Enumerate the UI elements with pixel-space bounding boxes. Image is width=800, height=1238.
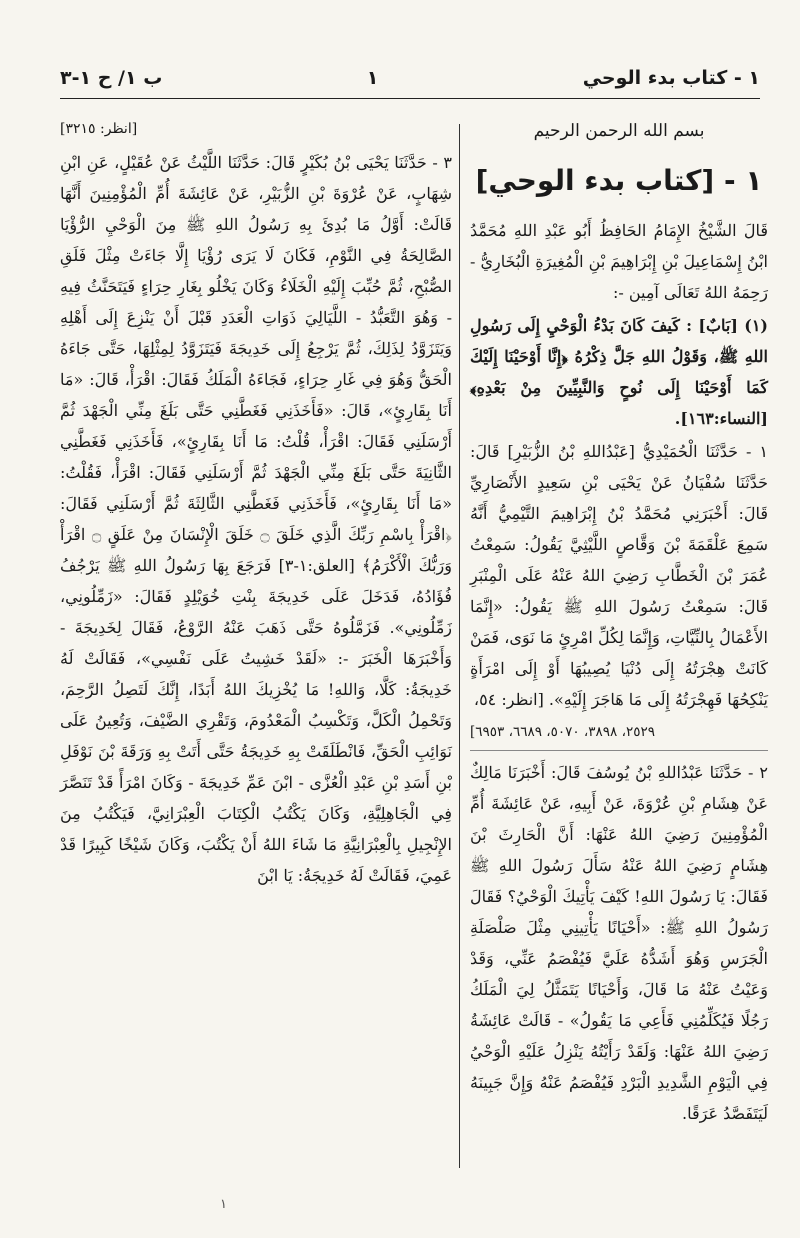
left-column <box>60 114 452 893</box>
footer-mark: ١ <box>220 1197 227 1212</box>
hadith-1: ١ - حَدَّثَنَا الْحُمَيْدِيُّ [عَبْدُاللهِ بْنُ الزُّبَيْرِ] قَالَ: حَدَّثَنَا سُفْيَانُ عَنْ يَحْيَى بْنِ سَعِيدٍ الأَنْصَارِيِّ قَالَ: أَخْبَرَنِي مُحَمَّدُ بْنُ إِبْرَاهِيمَ التَّيْمِيُّ أَنَّهُ سَمِعَ عَلْقَمَةَ بْنَ وَقَّاصٍ اللَّيْثِيَّ يَقُولُ: سَمِعْتُ عُمَرَ بْنَ الْخَطَّابِ رَضِيَ اللهُ عَنْهُ عَلَى الْمِنْبَرِ قَالَ: سَمِعْتُ رَسُولَ اللهِ ﷺ يَقُولُ: «إِنَّمَا الأَعْمَالُ بِالنِّيَّاتِ، وَإِنَّمَا لِكُلِّ امْرِئٍ مَا نَوَى، فَمَنْ كَانَتْ هِجْرَتُهُ إِلَى دُنْيَا يُصِيبُهَا أَوْ إِلَى امْرَأَةٍ يَنْكِحُهَا فَهِجْرَتُهُ إِلَى مَا هَاجَرَ إِلَيْهِ». [انظر: ٥٤، <box>470 442 768 709</box>
chapter-bab: (١) [بَابٌ] : كَيفَ كَانَ بَدْءُ الْوَحْيِ إِلَى رَسُولِ اللهِ ﷺ، وَقَوْلُ اللهِ جَلَّ ذِكْرُهُ ﴿إِنَّا أَوْحَيْنَا إِلَيْكَ كَمَا أَوْحَيْنَا إِلَى نُوحٍ وَالنَّبِيِّينَ مِنْ بَعْدِهِ﴾ [النساء:١٦٣]. <box>470 316 768 428</box>
book-title: ١ - [كتاب بدء الوحي] <box>475 164 763 197</box>
basmala: بسم الله الرحمن الرحيم <box>533 121 705 141</box>
running-header <box>60 60 760 96</box>
chapter-heading: ١ - كتاب بدء الوحي <box>582 67 760 89</box>
hadith-2: ٢ - حَدَّثَنَا عَبْدُاللهِ بْنُ يُوسُفَ قَالَ: أَخْبَرَنَا مَالِكٌ عَنْ هِشَامِ بْنِ عُرْوَةَ، عَنْ أَبِيهِ، عَنْ عَائِشَةَ أُمِّ الْمُؤْمِنِينَ رَضِيَ اللهُ عَنْهَا: أَنَّ الْحَارِثَ بْنَ هِشَامٍ رَضِيَ اللهُ عَنْهُ سَأَلَ رَسُولَ اللهِ ﷺ فَقَالَ: يَا رَسُولَ اللهِ! كَيْفَ يَأْتِيكَ الْوَحْيُ؟ فَقَالَ رَسُولُ اللهِ ﷺ: «أَحْيَانًا يَأْتِينِي مِثْلَ صَلْصَلَةِ الْجَرَسِ وَهُوَ أَشَدُّهُ عَلَيَّ فَيُفْصَمُ عَنِّي، وَقَدْ وَعَيْتُ عَنْهُ مَا قَالَ، وَأَحْيَانًا يَتَمَثَّلُ لِيَ الْمَلَكُ رَجُلًا فَيُكَلِّمُنِي فَأَعِي مَا يَقُولُ» - قَالَتْ عَائِشَةُ رَضِيَ اللهُ عَنْهَا: وَلَقَدْ رَأَيْتُهُ يَنْزِلُ عَلَيْهِ الْوَحْيُ فِي الْيَوْمِ الشَّدِيدِ الْبَرْدِ فَيُفْصَمُ عَنْهُ وَإِنَّ جَبِينَهُ لَيَتَفَصَّدُ عَرَقًا. <box>470 763 768 1123</box>
hadith-1-references: ٢٥٢٩، ٣٨٩٨، ٥٠٧٠، ٦٦٨٩، ٦٩٥٣] <box>470 717 768 751</box>
intro-paragraph: قَالَ الشَّيْخُ الإِمَامُ الحَافِظُ أَبُو عَبْدِ اللهِ مُحَمَّدُ ابْنُ إِسْمَاعِيلَ بْنِ إِبْرَاهِيمَ بْنِ الْمُغِيرَةِ الْبُخَارِيُّ - رَحِمَهُ اللهُ تَعَالَى آمِين -: <box>470 221 768 302</box>
volume-reference: ب ١/ ح ١-٣ <box>60 67 163 89</box>
column-divider <box>459 124 460 1168</box>
cross-reference: [انظر: ٣٢١٥] <box>60 121 138 137</box>
right-column <box>470 114 768 1131</box>
hadith-3: ٣ - حَدَّثَنَا يَحْيَى بْنُ بُكَيْرٍ قَالَ: حَدَّثَنَا اللَّيْثُ عَنْ عُقَيْلٍ، عَنِ ابْنِ شِهَابٍ، عَنْ عُرْوَةَ بْنِ الزُّبَيْرِ، عَنْ عَائِشَةَ أُمِّ الْمُؤْمِنِينَ أَنَّهَا قَالَتْ: أَوَّلُ مَا بُدِئَ بِهِ رَسُولُ اللهِ ﷺ مِنَ الْوَحْيِ الرُّؤْيَا الصَّالِحَةُ فِي النَّوْمِ، فَكَانَ لَا يَرَى رُؤْيَا إِلَّا جَاءَتْ مِثْلَ فَلَقِ الصُّبْحِ، ثُمَّ حُبِّبَ إِلَيْهِ الْخَلَاءُ وَكَانَ يَخْلُو بِغَارِ حِرَاءٍ فَيَتَحَنَّثُ فِيهِ - وَهُوَ التَّعَبُّدُ - اللَّيَالِيَ ذَوَاتِ الْعَدَدِ قَبْلَ أَنْ يَنْزِعَ إِلَى أَهْلِهِ وَيَتَزَوَّدُ لِذَلِكَ، ثُمَّ يَرْجِعُ إِلَى خَدِيجَةَ فَيَتَزَوَّدُ لِمِثْلِهَا، حَتَّى جَاءَهُ الْحَقُّ وَهُوَ فِي غَارِ حِرَاءٍ، فَجَاءَهُ الْمَلَكُ فَقَالَ: اقْرَأْ، قَالَ: «مَا أَنَا بِقَارِئٍ»، قَالَ: «فَأَخَذَنِي فَغَطَّنِي حَتَّى بَلَغَ مِنِّي الْجَهْدَ ثُمَّ أَرْسَلَنِي فَقَالَ: اقْرَأْ، قُلْتُ: مَا أَنَا بِقَارِئٍ»، فَأَخَذَنِي فَغَطَّنِي الثَّانِيَةَ حَتَّى بَلَغَ مِنِّي الْجَهْدَ ثُمَّ أَرْسَلَنِي فَقَالَ: اقْرَأْ، فَقُلْتُ: «مَا أَنَا بِقَارِئٍ»، فَأَخَذَنِي فَغَطَّنِي الثَّالِثَةَ ثُمَّ أَرْسَلَنِي فَقَالَ: ﴿اقْرَأْ بِاسْمِ رَبِّكَ الَّذِي خَلَقَ ۝ خَلَقَ الْإِنْسَانَ مِنْ عَلَقٍ ۝ اقْرَأْ وَرَبُّكَ الْأَكْرَمُ﴾ [العلق:١-٣] فَرَجَعَ بِهَا رَسُولُ اللهِ ﷺ يَرْجُفُ فُؤَادُهُ، فَدَخَلَ عَلَى خَدِيجَةَ بِنْتِ خُوَيْلِدٍ فَقَالَ: «زَمِّلُونِي، زَمِّلُونِي». فَزَمَّلُوهُ حَتَّى ذَهَبَ عَنْهُ الرَّوْعُ، فَقَالَ لِخَدِيجَةَ - وَأَخْبَرَهَا الْخَبَرَ -: «لَقَدْ خَشِيتُ عَلَى نَفْسِي»، فَقَالَتْ لَهُ خَدِيجَةُ: كَلَّا، وَاللهِ! مَا يُخْزِيكَ اللهُ أَبَدًا، إِنَّكَ لَتَصِلُ الرَّحِمَ، وَتَحْمِلُ الْكَلَّ، وَتَكْسِبُ الْمَعْدُومَ، وَتَقْرِي الضَّيْفَ، وَتُعِينُ عَلَى نَوَائِبِ الْحَقِّ، فَانْطَلَقَتْ بِهِ خَدِيجَةُ حَتَّى أَتَتْ بِهِ وَرَقَةَ بْنَ نَوْفَلِ بْنِ أَسَدِ بْنِ عَبْدِ الْعُزَّى - ابْنَ عَمِّ خَدِيجَةَ - وَكَانَ امْرَأً قَدْ تَنَصَّرَ فِي الْجَاهِلِيَّةِ، وَكَانَ يَكْتُبُ الْكِتَابَ الْعِبْرَانِيَّ، فَيَكْتُبُ مِنَ الإِنْجِيلِ بِالْعِبْرَانِيَّةِ مَا شَاءَ اللهُ أَنْ يَكْتُبَ، وَكَانَ شَيْخًا كَبِيرًا قَدْ عَمِيَ، فَقَالَتْ لَهُ خَدِيجَةُ: يَا ابْنَ <box>60 153 453 885</box>
header-rule <box>60 98 760 99</box>
page-number: ١ <box>366 67 379 89</box>
